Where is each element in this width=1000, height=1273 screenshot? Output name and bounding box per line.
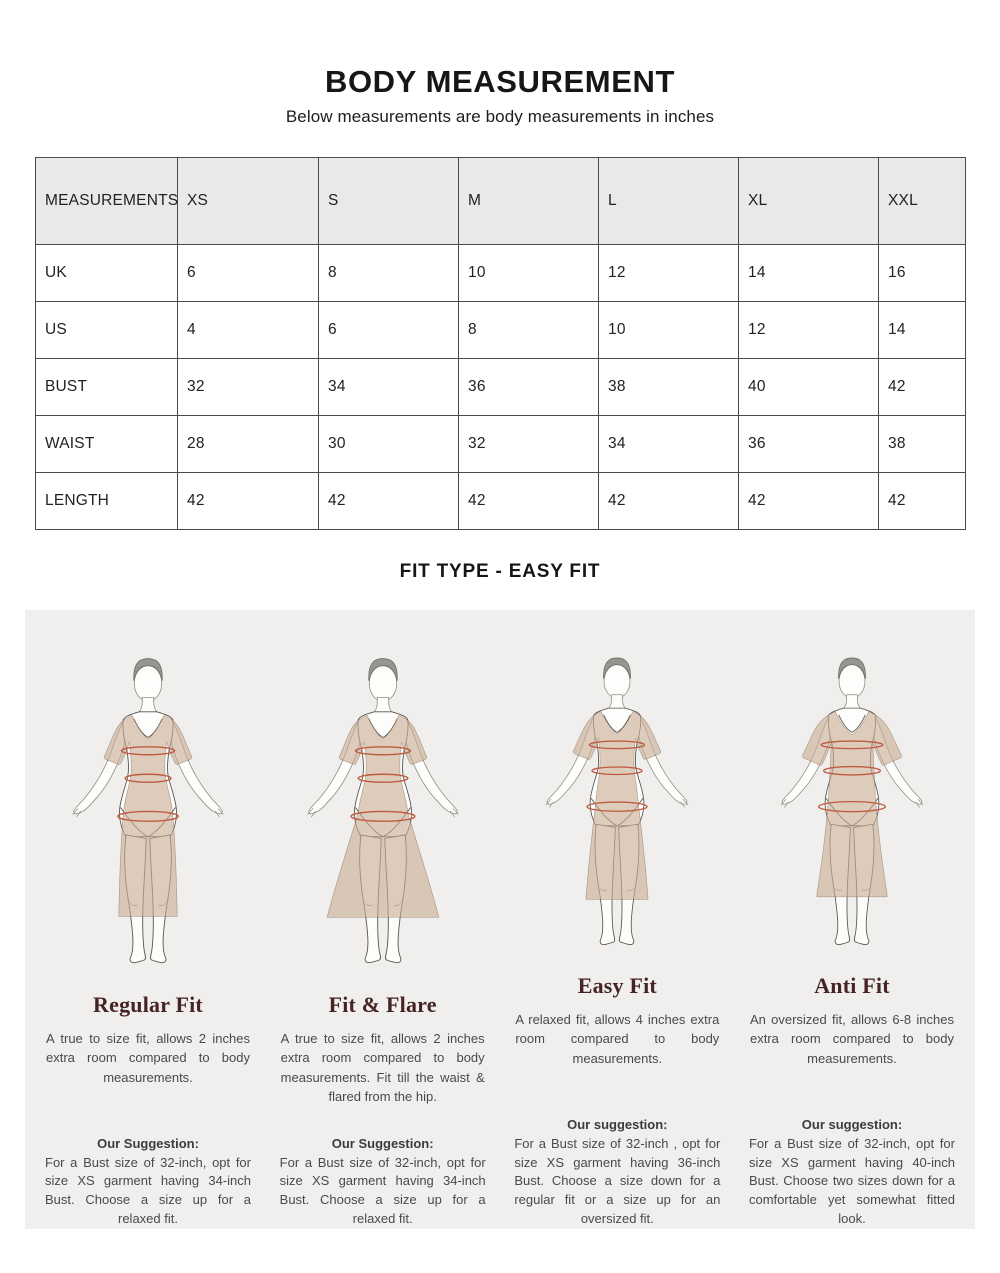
fit-name: Fit & Flare xyxy=(328,991,437,1017)
fit-type-panel xyxy=(25,610,975,1229)
figure-easy-fit-illustration xyxy=(517,648,717,957)
fit-suggestion xyxy=(280,1135,486,1229)
fit-description: An oversized fit, allows 6-8 inches extra room compared to body measurements. xyxy=(749,1011,954,1066)
fit-card-anti-fit xyxy=(735,648,969,1229)
table-cell: 10 xyxy=(599,302,739,359)
row-label: WAIST xyxy=(36,416,178,473)
fit-suggestion xyxy=(45,1135,251,1229)
fit-card-fit-and-flare xyxy=(266,648,500,1229)
table-cell: 8 xyxy=(319,245,459,302)
table-cell: 42 xyxy=(599,473,739,530)
table-cell: 12 xyxy=(739,302,879,359)
table-cell: 32 xyxy=(459,416,599,473)
table-cell: 42 xyxy=(459,473,599,530)
table-cell: 6 xyxy=(178,245,319,302)
col-header-m: M xyxy=(459,158,599,245)
figure-anti-fit-illustration xyxy=(752,648,952,957)
table-cell: 14 xyxy=(879,302,966,359)
table-cell: 6 xyxy=(319,302,459,359)
table-row-waist xyxy=(36,416,966,473)
row-label: US xyxy=(36,302,178,359)
fit-name: Regular Fit xyxy=(93,991,203,1017)
dress-easy-fit xyxy=(574,711,661,899)
fit-name: Anti Fit xyxy=(814,972,890,998)
fit-card-regular-fit xyxy=(31,648,265,1229)
table-cell: 34 xyxy=(599,416,739,473)
col-header-measurements: MEASUREMENTS xyxy=(36,158,178,245)
figure-regular-fit-illustration xyxy=(48,648,248,976)
col-header-l: L xyxy=(599,158,739,245)
table-cell: 8 xyxy=(459,302,599,359)
page-subtitle: Below measurements are body measurements in inches xyxy=(285,107,715,126)
col-header-xs: XS xyxy=(178,158,319,245)
suggestion-text: For a Bust size of 32-inch , opt for size XS garment having 36-inch Bust. Choose a size down for a regular fit or a size up for an oversized fit. xyxy=(514,1135,721,1227)
table-cell: 42 xyxy=(879,473,966,530)
size-table xyxy=(35,157,966,530)
table-cell: 38 xyxy=(879,416,966,473)
fit-suggestion xyxy=(749,1116,955,1229)
suggestion-text: For a Bust size of 32-inch, opt for size XS garment having 40-inch Bust. Choose two sizes down for a comfortable yet somewhat fitted look. xyxy=(748,1135,955,1227)
table-cell: 10 xyxy=(459,245,599,302)
fit-card-easy-fit xyxy=(500,648,734,1229)
figure-fit-and-flare-illustration xyxy=(283,648,483,976)
suggestion-text: For a Bust size of 32-inch, opt for size XS garment having 34-inch Bust. Choose a size up for a relaxed fit. xyxy=(45,1154,251,1227)
fit-description: A true to size fit, allows 2 inches extra room compared to body measurements. Fit till the waist & flared from the hip. xyxy=(280,1030,485,1105)
table-cell: 42 xyxy=(319,473,459,530)
table-cell: 38 xyxy=(599,359,739,416)
table-cell: 42 xyxy=(879,359,966,416)
row-label: UK xyxy=(36,245,178,302)
table-cell: 12 xyxy=(599,245,739,302)
table-cell: 34 xyxy=(319,359,459,416)
fit-name: Easy Fit xyxy=(577,972,657,998)
page-header xyxy=(0,0,1000,127)
suggestion-label: Our Suggestion: xyxy=(331,1135,434,1151)
table-cell: 42 xyxy=(178,473,319,530)
table-cell: 30 xyxy=(319,416,459,473)
fit-type-heading: FIT TYPE - EASY FIT xyxy=(399,561,601,582)
table-cell: 16 xyxy=(879,245,966,302)
row-label: BUST xyxy=(36,359,178,416)
col-header-s: S xyxy=(319,158,459,245)
table-cell: 42 xyxy=(739,473,879,530)
table-cell: 28 xyxy=(178,416,319,473)
table-cell: 32 xyxy=(178,359,319,416)
table-cell: 40 xyxy=(739,359,879,416)
table-row-length xyxy=(36,473,966,530)
table-cell: 4 xyxy=(178,302,319,359)
table-row-uk xyxy=(36,245,966,302)
table-cell: 14 xyxy=(739,245,879,302)
suggestion-label: Our suggestion: xyxy=(801,1116,903,1132)
suggestion-label: Our Suggestion: xyxy=(97,1135,199,1151)
page-title: BODY MEASUREMENT xyxy=(324,64,676,99)
fit-description: A relaxed fit, allows 4 inches extra room compared to body measurements. xyxy=(515,1011,720,1066)
table-cell: 36 xyxy=(739,416,879,473)
table-row-bust xyxy=(36,359,966,416)
fit-description: A true to size fit, allows 2 inches extra room compared to body measurements. xyxy=(46,1030,250,1085)
table-row-us xyxy=(36,302,966,359)
dress-anti-fit xyxy=(802,711,901,896)
col-header-xl: XL xyxy=(739,158,879,245)
table-cell: 36 xyxy=(459,359,599,416)
fit-suggestion xyxy=(514,1116,720,1229)
suggestion-label: Our suggestion: xyxy=(567,1116,668,1132)
row-label: LENGTH xyxy=(36,473,178,530)
col-header-xxl: XXL xyxy=(879,158,966,245)
dress-fit-and-flare xyxy=(327,715,439,917)
suggestion-text: For a Bust size of 32-inch, opt for size XS garment having 34-inch Bust. Choose a size up for a relaxed fit. xyxy=(279,1154,486,1227)
size-table-header-row xyxy=(36,158,966,245)
